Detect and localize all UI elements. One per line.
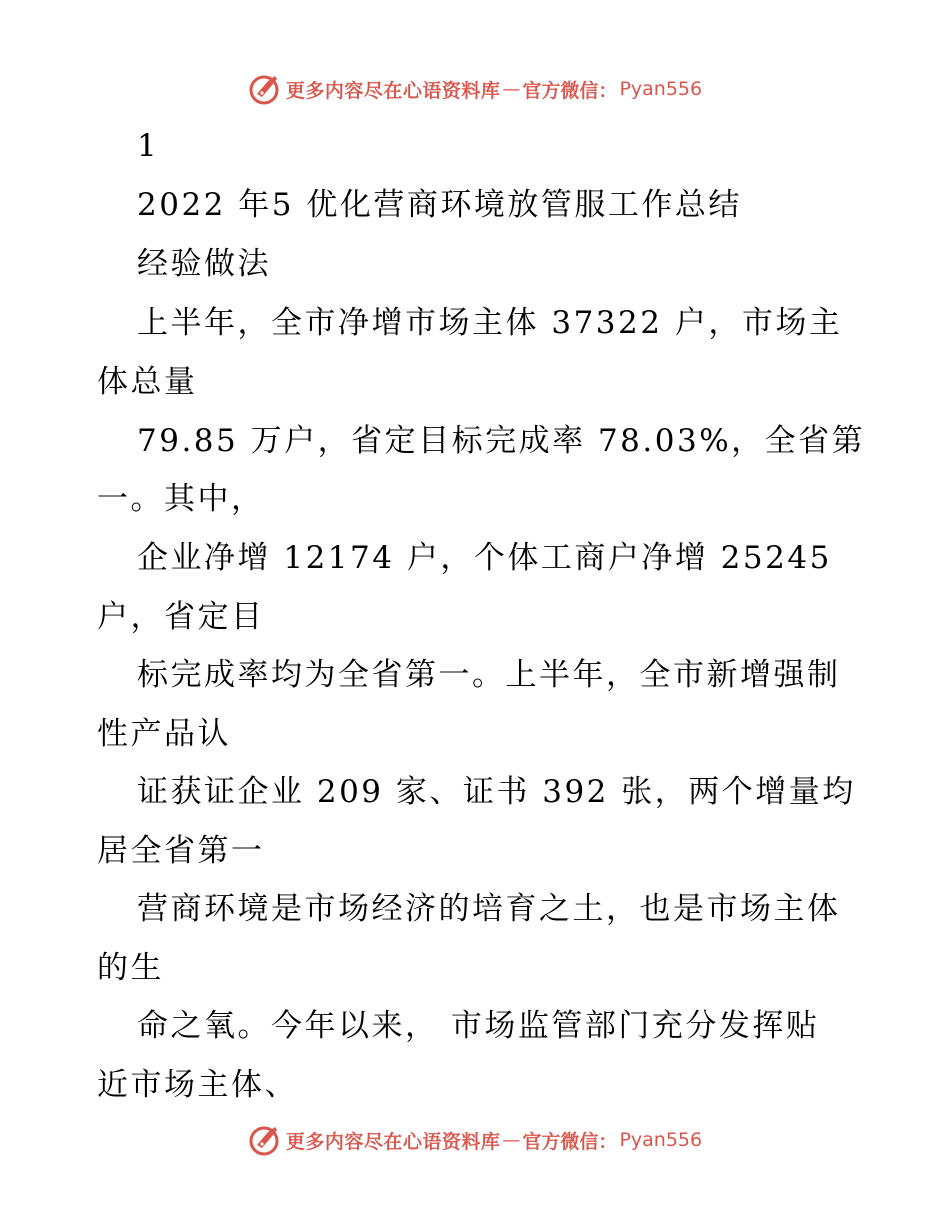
header-banner: [0, 71, 950, 107]
pen-nib-logo-icon: [248, 1123, 282, 1157]
body-line: 标完成率均为全省第一。上半年，全市新增强制: [137, 657, 841, 693]
body-line: 近市场主体、: [97, 1067, 298, 1103]
body-line: 命之氧。今年以来， 市场监管部门充分发挥贴: [137, 1008, 820, 1044]
banner-text: 更多内容尽在心语资料库: [285, 1130, 501, 1153]
banner-separator: —: [502, 1129, 521, 1151]
banner-wechat-label: 官方微信：: [522, 1130, 618, 1153]
document-title: 2022 年5 优化营商环境放管服工作总结: [137, 187, 742, 223]
body-line: 企业净增 12174 户，个体工商户净增 25245: [137, 540, 832, 576]
body-line: 的生: [97, 950, 164, 986]
body-line: 证获证企业 209 家、证书 392 张，两个增量均: [137, 774, 856, 810]
body-line: 经验做法: [137, 246, 271, 282]
body-line: 居全省第一: [97, 833, 265, 869]
body-line: 上半年，全市净增市场主体 37322 户，市场主: [137, 305, 843, 341]
body-line: 一。其中，: [97, 481, 265, 517]
page-number: 1: [137, 128, 160, 164]
body-line: 性产品认: [97, 716, 231, 752]
body-line: 体总量: [97, 364, 198, 400]
banner-separator: —: [502, 78, 521, 100]
banner-wechat-label: 官方微信：: [522, 79, 618, 102]
pen-nib-logo-icon: [248, 72, 282, 106]
body-line: 户，省定目: [97, 599, 265, 635]
body-line: 79.85 万户，省定目标完成率 78.03%，全省第: [137, 423, 866, 459]
banner-wechat-id: Pyan556: [619, 1129, 703, 1151]
banner-text: 更多内容尽在心语资料库: [285, 79, 501, 102]
body-line: 营商环境是市场经济的培育之土，也是市场主体: [137, 891, 841, 927]
footer-banner: [0, 1122, 950, 1158]
banner-wechat-id: Pyan556: [619, 78, 703, 100]
